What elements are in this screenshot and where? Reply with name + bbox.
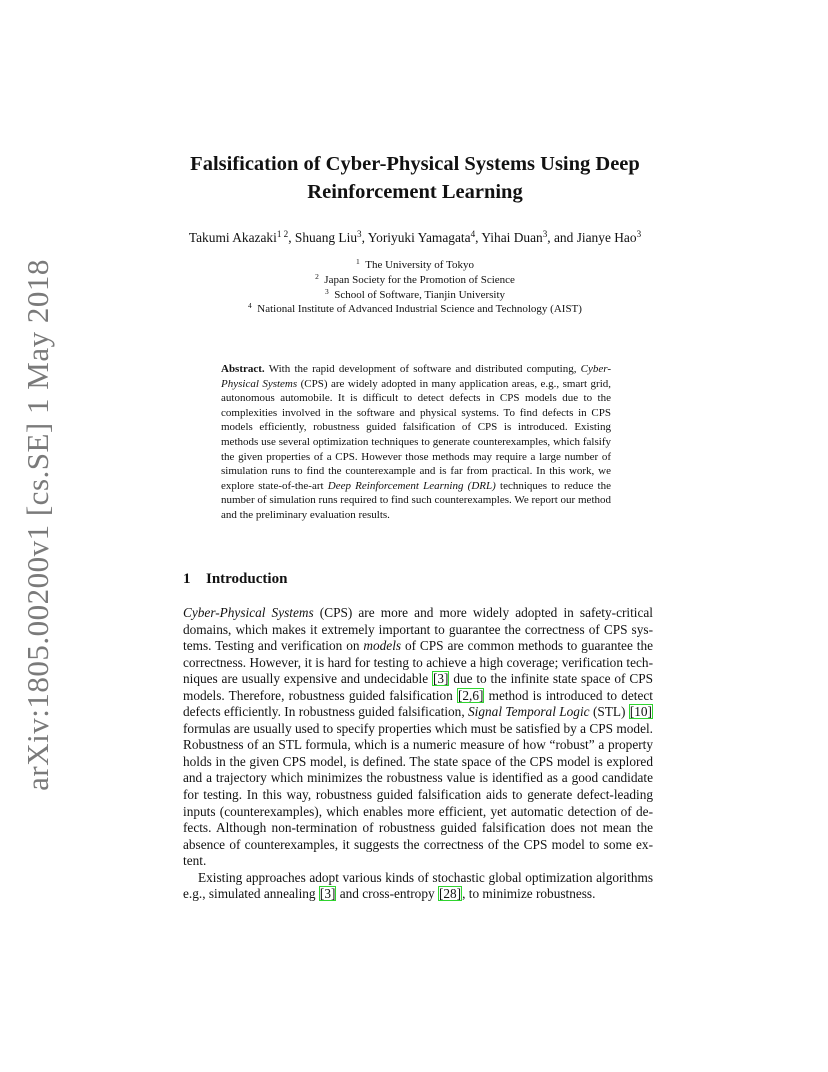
author-name: Yihai Duan bbox=[481, 230, 543, 245]
citation-link[interactable]: [3] bbox=[319, 886, 336, 902]
author-separator: , and bbox=[547, 230, 577, 245]
author-affiliation-mark: 3 bbox=[357, 229, 362, 239]
author-affiliation-mark: 3 bbox=[542, 229, 548, 239]
text-run: (CPS) are more and more widely adopted in safety-critical domains, which makes it extremely important to guarantee the correctness of CPS systems. Testing and verification on bbox=[183, 605, 653, 654]
section-title: Introduction bbox=[206, 571, 288, 587]
emphasis: models bbox=[363, 638, 402, 654]
author-affiliation-mark: 3 bbox=[636, 229, 642, 239]
author-list bbox=[150, 229, 680, 246]
affiliation-number: 3 bbox=[324, 286, 329, 296]
abstract-emphasis: Cyber-Physical Systems bbox=[221, 363, 611, 390]
affiliation-list bbox=[150, 258, 680, 317]
affiliation-number: 2 bbox=[315, 271, 319, 281]
author-name: Shuang Liu bbox=[294, 230, 358, 245]
citation-link[interactable]: [10] bbox=[629, 704, 652, 720]
affiliation-number: 4 bbox=[248, 301, 252, 311]
author-separator: , bbox=[288, 230, 295, 245]
text-run: Existing approaches adopt various kinds of stochastic global optimization algorithms e.g., simulated annealing bbox=[183, 869, 653, 902]
text-run: method is introduced to detect defects efficiently. In robustness guided falsification, bbox=[183, 687, 653, 720]
affiliation bbox=[150, 258, 680, 273]
text-run: , to minimize robustness. bbox=[462, 886, 596, 902]
abstract-text: (CPS) are widely adopted in many application areas, e.g., smart grid, autonomous automobile. It is difficult to detect defects in CPS models due to the complexities involved in the software and physical systems. To find defects in CPS models efficiently, robustness guided falsification of CPS is introduced. Existing methods use several optimization techniques to generate counterexamples, which falsify the given properties of a CPS. However those methods may require a large number of simulation runs to find the counterexample and is far from practical. In this work, we explore state-of-the-art bbox=[221, 377, 612, 492]
arxiv-id-text: arXiv:1805.00200v1 [cs.SE] 1 May 2018 bbox=[20, 259, 56, 791]
abstract-emphasis: Deep Reinforcement Learning (DRL) bbox=[327, 479, 496, 492]
affiliation-text: The University of Tokyo bbox=[365, 259, 474, 271]
affiliation-text: National Institute of Advanced Industrial Science and Technology (AIST) bbox=[257, 303, 582, 316]
title-line-2: Reinforcement Learning bbox=[307, 181, 523, 203]
author-separator: , bbox=[361, 230, 368, 245]
author-name: Jianye Hao bbox=[576, 230, 637, 245]
affiliation bbox=[150, 288, 680, 303]
affiliation bbox=[150, 302, 680, 317]
emphasis: Cyber-Physical Systems bbox=[183, 605, 314, 620]
affiliation bbox=[150, 273, 680, 288]
section-heading bbox=[183, 571, 287, 588]
citation-link[interactable]: [3] bbox=[432, 671, 449, 687]
paragraph-2 bbox=[183, 870, 653, 903]
abstract-label: Abstract. bbox=[221, 363, 265, 375]
author-name: Takumi Akazaki bbox=[188, 230, 277, 245]
abstract bbox=[221, 362, 611, 523]
text-run: (STL) bbox=[589, 704, 629, 720]
body-text bbox=[183, 605, 653, 903]
citation-link[interactable]: [2,6] bbox=[457, 687, 484, 703]
text-run: due to the infinite state space of CPS models. Therefore, robustness guided falsification bbox=[183, 671, 653, 703]
section-number: 1 bbox=[183, 571, 191, 587]
affiliation-number: 1 bbox=[356, 256, 360, 266]
abstract-text: techniques to reduce the number of simulation runs required to find such counterexamples. We report our method and the preliminary evaluation results. bbox=[221, 479, 611, 521]
author-separator: , bbox=[475, 230, 482, 245]
arxiv-identifier-stamp bbox=[8, 259, 68, 791]
text-run: formulas are usually used to specify properties which must be satisfied by a CPS model. Robustness of an STL formula, which is a numeric measure of how “robust” a property holds in the given CPS model, is defined. The state space of the CPS model is explored and a trajectory which minimizes the robustness value is identified as a good candidate for testing. In this way, robustness guided falsification aids to generate defect-leading inputs (counterexamples), which enables more efficient, yet automatic detection of defects. Although non-termination of robustness guided falsification does not mean the absence of counterexamples, it suggests the correctness of the CPS model to some extent. bbox=[183, 720, 653, 869]
affiliation-text: Japan Society for the Promotion of Science bbox=[324, 273, 515, 286]
text-run: of CPS are common methods to guarantee the correctness. However, it is hard for testing to achieve a high coverage; verification techniques are usually expensive and undecidable bbox=[183, 638, 653, 687]
author-name: Yoriyuki Yamagata bbox=[367, 230, 471, 245]
author-affiliation-mark: 1 2 bbox=[276, 229, 289, 239]
abstract-text: With the rapid development of software and distributed computing, bbox=[264, 363, 581, 375]
citation-link[interactable]: [28] bbox=[438, 886, 462, 902]
title-line-1: Falsification of Cyber-Physical Systems Using Deep bbox=[190, 153, 640, 175]
text-run: and cross-entropy bbox=[336, 886, 438, 902]
paper-title bbox=[150, 150, 680, 206]
emphasis: Signal Temporal Logic bbox=[468, 704, 590, 720]
paragraph-1 bbox=[183, 605, 653, 870]
author-affiliation-mark: 4 bbox=[470, 229, 476, 239]
affiliation-text: School of Software, Tianjin University bbox=[334, 288, 506, 301]
